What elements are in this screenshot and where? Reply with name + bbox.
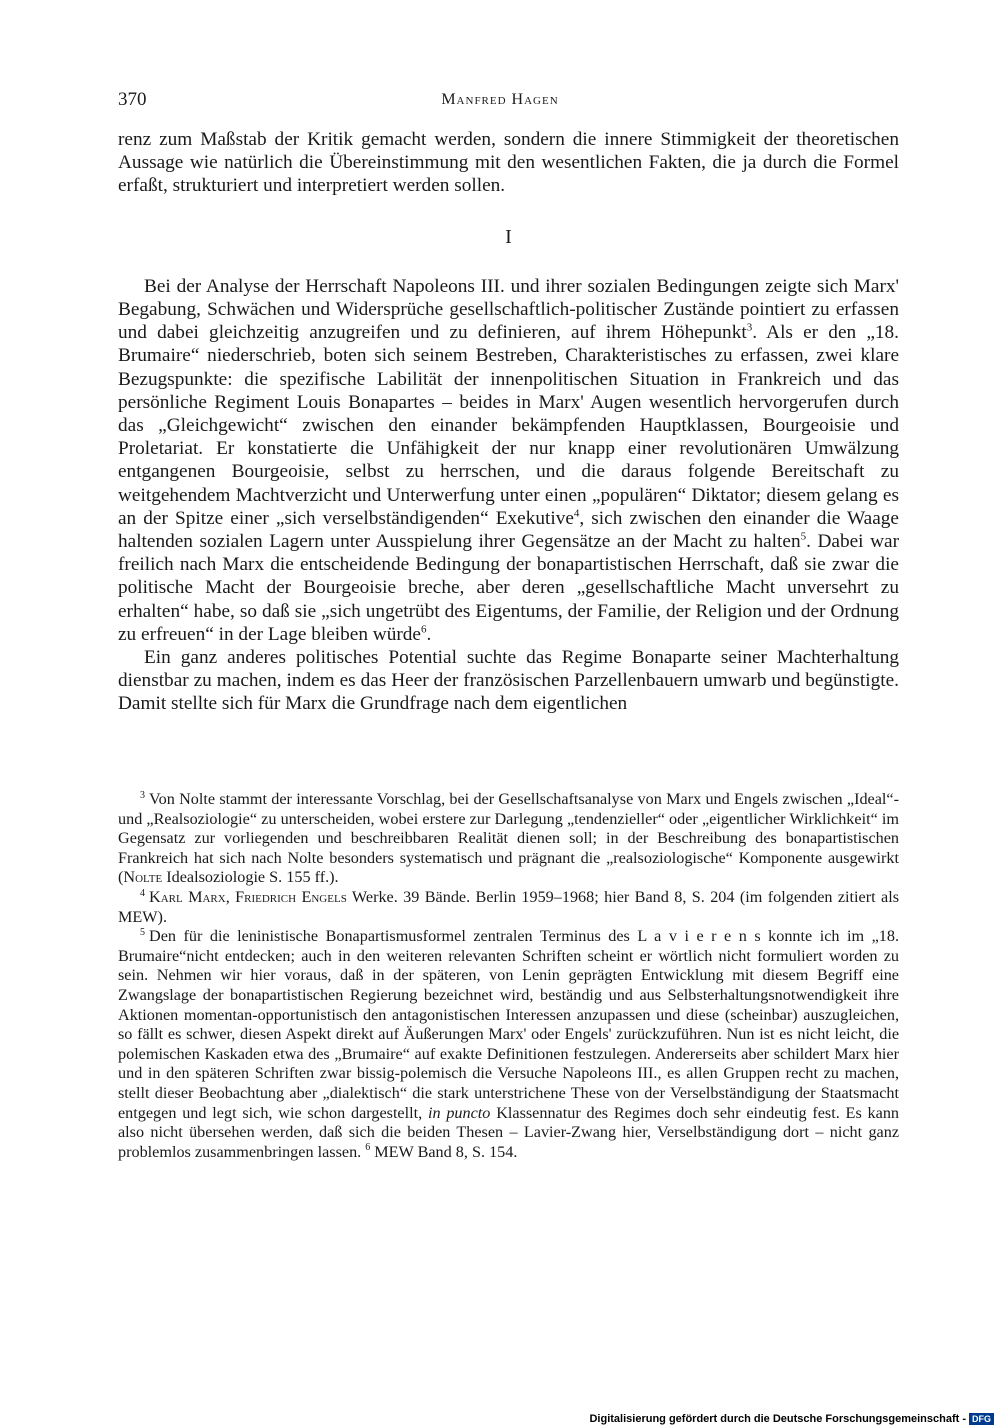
footnote-4-author-2: Friedrich Engels xyxy=(235,887,347,906)
paragraph-1-part-c: , sich zwischen den einander die Waage haltenden sozialen Lagern unter Ausspielung ihrer Gegensätze an der Macht zu halten xyxy=(118,507,899,553)
footer-text: Digitalisierung gefördert durch die Deutsche Forschungsgemeinschaft - xyxy=(589,1413,966,1425)
footnote-ref-5[interactable]: 5 xyxy=(800,530,807,543)
footnote-4 xyxy=(118,888,899,927)
footnote-3 xyxy=(118,790,899,888)
paragraph-1-part-a: Bei der Analyse der Herrschaft Napoleons III. und ihrer sozialen Bedingungen zeigte sich Marx' Begabung, Schwächen und Widersprüche gesellschaftlich-politischer Zustände pointiert zu erfassen und dabei gleichzeitig anzugreifen und zu definieren, auf ihrem Höhepunkt xyxy=(118,275,899,344)
paragraph-1-part-d: . Dabei war freilich nach Marx die entscheidende Bedingung der bonapartistischen Herrschaft, daß sie zwar die politische Macht der Bourgeoisie breche, aber deren „gesellschaftliche Macht unversehrt zu erhalten“ habe, so daß sie „sich ungetrübt des Eigentums, der Familie, der Religion und der Ordnung zu erfreuen“ in der Lage bleiben würde xyxy=(118,531,899,645)
section-number: I xyxy=(505,225,512,248)
footnote-3-mark: 3 xyxy=(140,789,145,801)
footnote-4-author-1: Karl Marx xyxy=(149,887,226,906)
footnote-4-text: Werke. 39 Bände. Berlin 1959–1968; hier Band 8, S. 204 (im folgenden zitiert als MEW). xyxy=(118,887,899,926)
footnote-5-italic: in puncto xyxy=(427,1103,491,1122)
footnote-ref-6[interactable]: 6 xyxy=(420,623,427,636)
footnote-5-text-a: Den für die leninistische Bonapartismusformel zentralen Terminus des L a v i e r e n s konnte ich im „18. Brumaire“nicht entdecken; auch in den weiteren relevanten Schriften scheint er wörtlich nicht formuliert worden zu sein. Nehmen wir hier voraus, daß in der späteren, von Lenin geprägten Entwicklung mit diesem Begriff eine Zwangslage der bonapartistischen Regierung bezeichnet wird, beständig und aus Selbsterhaltungsnotwendigkeit ihre Aktionen momentan-opportunistisch den antagonistischen Interessen anzupassen und diese (scheinbar) auszugleichen, so fällt es schwer, diesen Aspekt direkt auf Äußerungen Marx' oder Engels' zurückzuführen. Nun ist es nicht leicht, die polemischen Kaskaden etwa des „Brumaire“ auf exakte Definitionen festzulegen. Andererseits aber schildert Marx hier und in den späteren Schriften zwar bissig-polemisch die Versuche Napoleons III., es allen Gruppen recht zu machen, stellt dieser Beobachtung aber „dialektisch“ die stark unterstrichene These von der Verselbständigung der Staatsmacht entgegen und legt sich, wie schon dargestellt, xyxy=(118,927,899,1122)
main-text xyxy=(118,128,899,716)
digitization-footer xyxy=(589,1413,994,1425)
footnote-3-author: Nolte xyxy=(123,868,163,887)
paragraph-continuation: renz zum Maßstab der Kritik gemacht werden, sondern die innere Stimmigkeit der theoretischen Aussage wie natürlich die Übereinstimmung mit den wesentlichen Fakten, die ja durch die Formel erfaßt, strukturiert und interpretiert werden sollen. xyxy=(118,129,899,197)
paragraph-1 xyxy=(118,275,899,646)
running-head: Manfred Hagen xyxy=(441,91,559,108)
paragraph-2: Ein ganz anderes politisches Potential suchte das Regime Bonaparte seiner Machterhaltung dienstbar zu machen, indem es das Heer der französischen Parzellenbauern umwarb und begünstigte. Damit stellte sich für Marx die Grundfrage nach dem eigentlichen xyxy=(118,647,899,715)
footnotes xyxy=(118,790,899,1162)
footnote-5-mark: 5 xyxy=(140,926,145,938)
footnote-ref-3[interactable]: 3 xyxy=(746,321,753,334)
footnote-5-text-b: Klassennatur des Regimes doch sehr eindeutig fest. Es kann also nicht übersehen werden, daß sich die beiden Thesen – Lavier-Zwang hier, Verselbständigung dort – nicht ganz problemlos zusammenbringen lassen. xyxy=(118,1103,900,1161)
footnote-5 xyxy=(118,927,899,1162)
dfg-logo: DFG xyxy=(969,1413,994,1425)
page-number: 370 xyxy=(118,89,147,110)
footnote-ref-4[interactable]: 4 xyxy=(573,507,580,520)
footnote-4-separator: , xyxy=(225,887,236,906)
footnote-3-text-b: Idealsoziologie S. 155 ff.). xyxy=(162,868,339,887)
footnote-3-text-a: Von Nolte stammt der interessante Vorschlag, bei der Gesellschaftsanalyse von Marx und Engels zwischen „Ideal“- und „Realsoziologie“ zu unterscheiden, wobei erstere zur Darlegung „tendenzieller“ oder „eigentlicher Wirklichkeit“ im Gegensatz zur vorliegenden und beschreibbaren Realität dienen soll; in der Beschreibung des bonapartistischen Frankreich hat sich nach Nolte besonders systematisch und prägnant die „realsoziologische“ Komponente ausgewirkt ( xyxy=(118,790,899,887)
footnote-4-mark: 4 xyxy=(140,887,145,899)
footnote-6-mark: 6 xyxy=(365,1142,371,1154)
page-header xyxy=(118,89,882,119)
paragraph-1-part-b: . Als er den „18. Brumaire“ niederschrieb, boten sich seinem Bestreben, Charakteristisches zu erfassen, zwei klare Bezugspunkte: die spezifische Labilität der innenpolitischen Situation in Frankreich und das persönliche Regiment Louis Bonapartes – beides in Marx' Augen wesentlich hervorgerufen durch das „Gleichgewicht“ zwischen den einander bekämpfenden Hauptklassen, Bourgeoisie und Proletariat. Er konstatierte die Unfähigkeit der nur knapp einer revolutionären Umwälzung entgangenen Bourgeoisie, selbst zu herrschen, und die daraus folgende Bereitschaft zu weitgehendem Machtverzicht und Unterwerfung unter einen „populären“ Diktator; diesem gelang es an der Spitze einer „sich verselbständigenden“ Exekutive xyxy=(118,322,899,529)
paragraph-1-end: . xyxy=(426,623,432,645)
footnote-6-text: MEW Band 8, S. 154. xyxy=(374,1142,518,1161)
